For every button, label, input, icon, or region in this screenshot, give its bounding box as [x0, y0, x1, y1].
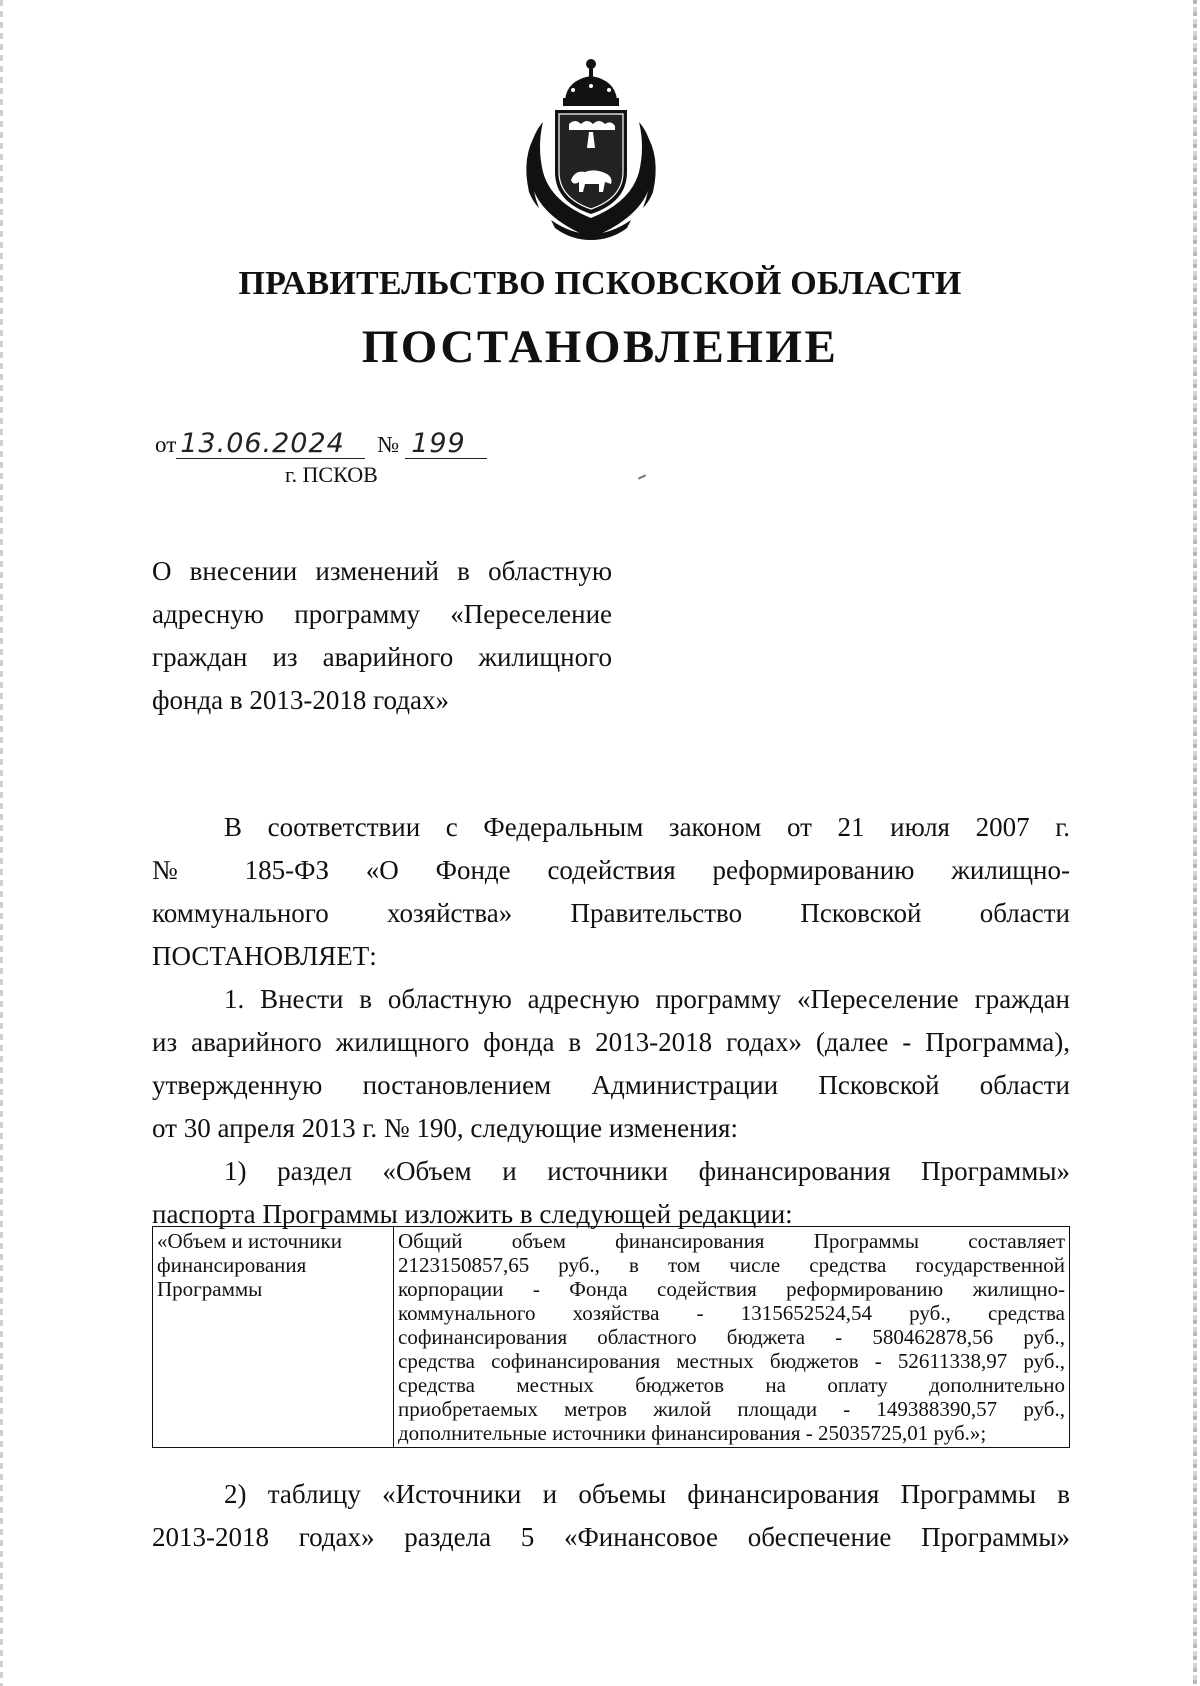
body-line: № 185-ФЗ «О Фонде содействия реформированию жилищно- [152, 855, 1070, 885]
body-line: утвержденную постановлением Администрации Псковской области [152, 1070, 1070, 1100]
body-line: В соответствии с Федеральным законом от 21 июля 2007 г. [224, 812, 1070, 842]
subject-line: адресную программу «Переселение [152, 599, 612, 629]
table-line: корпорации - Фонда содействия реформированию жилищно- [398, 1277, 1065, 1301]
table-line: Общий объем финансирования Программы составляет [398, 1229, 1065, 1253]
body-line: из аварийного жилищного фонда в 2013-2018 годах» (далее - Программа), [152, 1027, 1070, 1057]
table-line: дополнительные источники финансирования - 25035725,01 руб.»; [398, 1421, 987, 1445]
body-line: ПОСТАНОВЛЯЕТ: [152, 941, 377, 971]
body-line: 2) таблицу «Источники и объемы финансирования Программы в [224, 1479, 1070, 1509]
body-line: 2013-2018 годах» раздела 5 «Финансовое обеспечение Программы» [152, 1522, 1070, 1552]
table-cell-label: «Объем и источники финансирования Программы [153, 1227, 394, 1448]
body-line: паспорта Программы изложить в следующей редакции: [152, 1199, 793, 1229]
financing-table [152, 1226, 1070, 1448]
document-body [152, 806, 1070, 1236]
date-label: от [155, 432, 177, 457]
coat-of-arms-emblem [515, 52, 667, 242]
body-line: 1) раздел «Объем и источники финансирования Программы» [224, 1156, 1070, 1186]
document-date: 13.06.2024 [176, 430, 365, 459]
number-label: № [377, 432, 400, 457]
subject-line: О внесении изменений в областную [152, 556, 612, 586]
scan-edge-right [1193, 0, 1197, 1686]
table-row [153, 1227, 1070, 1448]
table-line: софинансирования областного бюджета - 580462878,56 руб., [398, 1325, 1065, 1349]
subject-line: граждан из аварийного жилищного [152, 642, 612, 672]
document-type-title: ПОСТАНОВЛЕНИЕ [361, 321, 839, 373]
table-line: коммунального хозяйства - 1315652524,54 руб., средства [398, 1301, 1065, 1325]
registration-line [155, 430, 487, 459]
body-line: от 30 апреля 2013 г. № 190, следующие изменения: [152, 1113, 738, 1143]
table-line: средства местных бюджетов на оплату дополнительно [398, 1373, 1065, 1397]
table-line: 2123150857,65 руб., в том числе средства государственной [398, 1253, 1065, 1277]
city-label: г. ПСКОВ [285, 462, 378, 487]
document-subject [152, 550, 612, 722]
document-number: 199 [405, 430, 487, 459]
scan-mark [638, 474, 646, 479]
body-line: 1. Внести в областную адресную программу «Переселение граждан [224, 984, 1070, 1014]
body-line: коммунального хозяйства» Правительство Псковской области [152, 898, 1070, 928]
scan-edge-left [0, 0, 3, 1686]
subject-line: фонда в 2013-2018 годах» [152, 685, 449, 715]
government-name: ПРАВИТЕЛЬСТВО ПСКОВСКОЙ ОБЛАСТИ [238, 265, 962, 302]
document-body-continued [152, 1473, 1070, 1559]
table-cell-content [394, 1227, 1070, 1448]
table-line: приобретаемых метров жилой площади - 149388390,57 руб., [398, 1397, 1065, 1421]
table-line: средства софинансирования местных бюджетов - 52611338,97 руб., [398, 1349, 1065, 1373]
